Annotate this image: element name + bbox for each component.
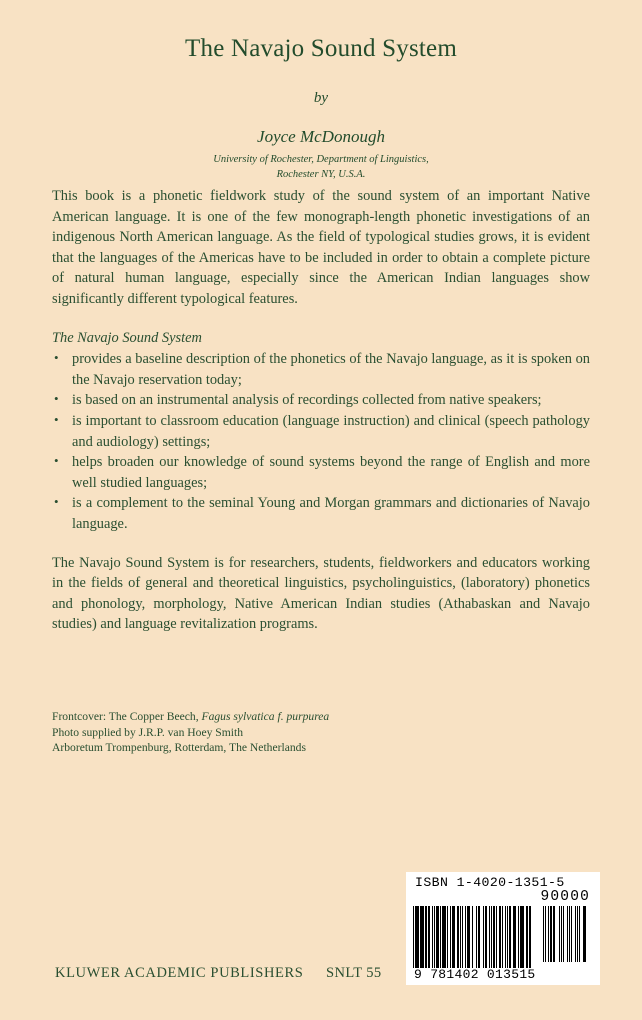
by-label: by bbox=[313, 90, 329, 106]
series-code: SNLT 55 bbox=[326, 965, 382, 981]
isbn-text: ISBN 1-4020-1351-5 bbox=[415, 875, 565, 890]
frontcover-credit bbox=[52, 709, 329, 756]
title-block bbox=[0, 0, 642, 182]
list-item-text: helps broaden our knowledge of sound systems beyond the range of English and more well studied languages; bbox=[72, 454, 590, 491]
page-title: The Navajo Sound System bbox=[185, 35, 457, 62]
barcode-addon-price-code: 90000 bbox=[540, 889, 590, 905]
credit-line-1-prefix: Frontcover: The Copper Beech, bbox=[52, 710, 202, 723]
barcode-bars-addon bbox=[543, 906, 586, 962]
author-name: Joyce McDonough bbox=[257, 127, 385, 146]
affiliation-line-2: Rochester NY, U.S.A. bbox=[276, 169, 366, 180]
isbn-barcode bbox=[406, 872, 600, 985]
barcode-bars-main bbox=[413, 906, 531, 968]
list-item bbox=[52, 452, 590, 493]
credit-line-2: Photo supplied by J.R.P. van Hoey Smith bbox=[52, 725, 243, 739]
list-item-text: is based on an instrumental analysis of recordings collected from native speakers; bbox=[72, 392, 542, 409]
bullet-icon: • bbox=[54, 411, 59, 427]
list-item bbox=[52, 493, 590, 534]
barcode-bar bbox=[585, 906, 586, 962]
author-affiliation bbox=[0, 152, 642, 182]
list-item-text: is important to classroom education (language instruction) and clinical (speech pathology and audiology) settings; bbox=[72, 412, 590, 450]
list-item bbox=[52, 349, 590, 390]
bullet-icon: • bbox=[54, 391, 59, 407]
list-item-text: is a complement to the seminal Young and Morgan grammars and dictionaries of Navajo language. bbox=[72, 495, 590, 532]
barcode-bar bbox=[530, 906, 531, 968]
ean-digits: 9 781402 013515 bbox=[414, 967, 536, 982]
blurb-body bbox=[52, 186, 590, 635]
blurb-paragraph-2: The Navajo Sound System is for researchers, students, fieldworkers and educators working in the fields of general and theoretical linguistics, psycholinguistics, (laboratory) phonetics and phonology, morphology, Native American Indian studies (Athabaskan and Navajo studies) and language revitalization programs. bbox=[52, 554, 590, 633]
bullet-icon: • bbox=[54, 453, 59, 469]
credit-line-3: Arboretum Trompenburg, Rotterdam, The Netherlands bbox=[52, 741, 306, 755]
blurb-paragraph-1: This book is a phonetic fieldwork study of the sound system of an important Native American language. It is one of the few monograph-length phonetic investigations of an indigenous North American language. As the field of typological studies grows, it is evident that the languages of the Americas have to be included in order to obtain a complete picture of natural human language, especially since the American Indian languages show significantly different typological features. bbox=[52, 188, 590, 307]
bullet-icon: • bbox=[54, 350, 59, 366]
bullet-icon: • bbox=[54, 494, 59, 510]
list-item bbox=[52, 411, 590, 452]
list-item-text: provides a baseline description of the phonetics of the Navajo language, as it is spoken on the Navajo reservation today; bbox=[72, 351, 590, 388]
feature-list bbox=[52, 349, 590, 534]
credit-line-1 bbox=[52, 709, 329, 725]
credit-species-name: Fagus sylvatica f. purpurea bbox=[201, 710, 330, 723]
publisher-name: KLUWER ACADEMIC PUBLISHERS bbox=[55, 965, 304, 981]
barcode-bars-row bbox=[413, 906, 593, 968]
feature-list-heading: The Navajo Sound System bbox=[52, 329, 202, 346]
affiliation-line-1: University of Rochester, Department of Linguistics, bbox=[213, 154, 429, 165]
list-item bbox=[52, 390, 590, 411]
